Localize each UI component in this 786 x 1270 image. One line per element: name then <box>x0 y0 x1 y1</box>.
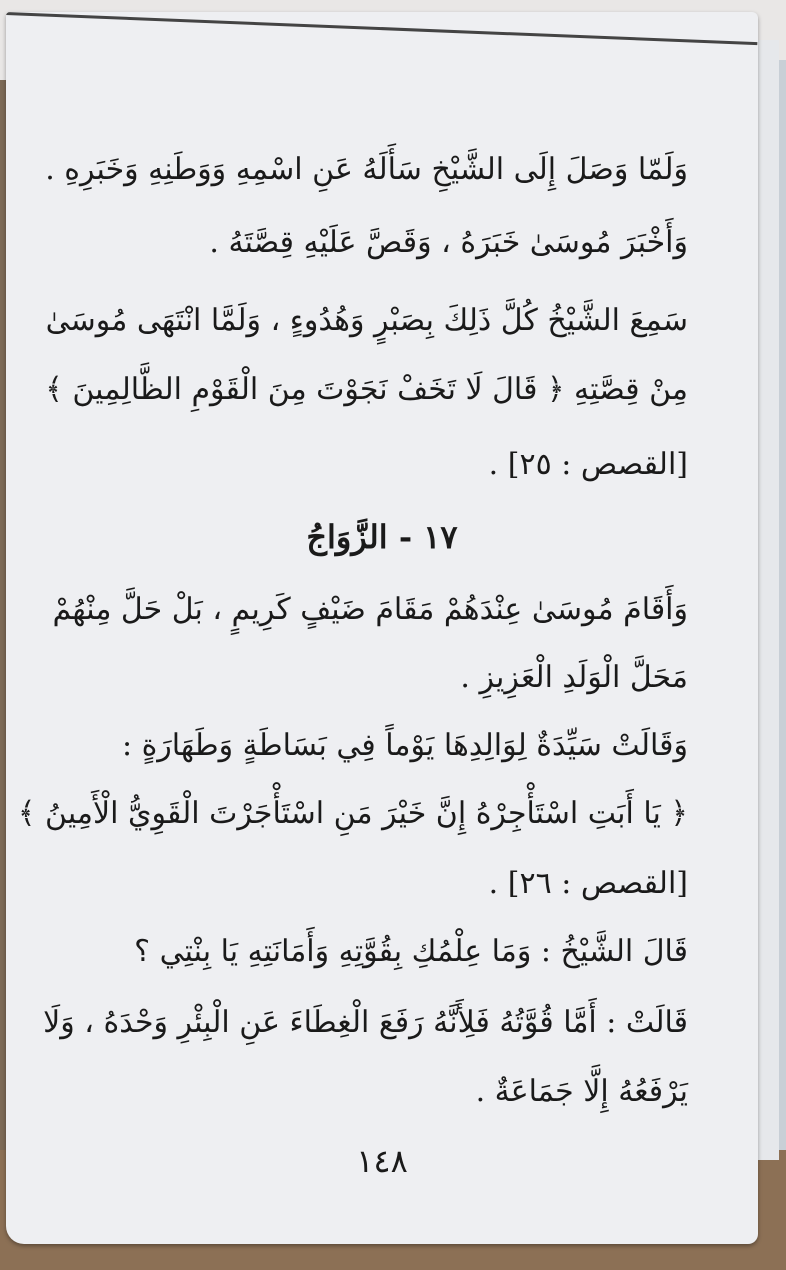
text-line-1: وَلَمّا وَصَلَ إِلَى الشَّيْخِ سَأَلَهُ عَنِ اسْمِهِ وَوَطَنِهِ وَخَبَرِهِ . <box>45 152 688 187</box>
text-line-7: وَقَالَتْ سَيِّدَةٌ لِوَالِدِهَا يَوْماً فِي بَسَاطَةٍ وَطَهَارَةٍ : <box>121 728 688 763</box>
text-line-3: سَمِعَ الشَّيْخُ كُلَّ ذَلِكَ بِصَبْرٍ وَهُدُوءٍ ، وَلَمَّا انْتَهَى مُوسَىٰ <box>45 303 688 338</box>
text-line-2: وَأَخْبَرَ مُوسَىٰ خَبَرَهُ ، وَقَصَّ عَلَيْهِ قِصَّتَهُ . <box>209 225 688 260</box>
book-page <box>6 12 758 1244</box>
citation-2: [القصص : ٢٦] . <box>488 866 688 901</box>
text-line-5: وَأَقَامَ مُوسَىٰ عِنْدَهُمْ مَقَامَ ضَيْفٍ كَرِيمٍ ، بَلْ حَلَّ مِنْهُمْ <box>52 592 688 627</box>
text-line-8: قَالَ الشَّيْخُ : وَمَا عِلْمُكِ بِقُوَّتِهِ وَأَمَانَتِهِ يَا بِنْتِي ؟ <box>134 934 688 969</box>
citation-1: [القصص : ٢٥] . <box>488 447 688 482</box>
page-top-edge <box>6 12 757 45</box>
text-line-4: مِنْ قِصَّتِهِ ﴿ قَالَ لَا تَخَفْ نَجَوْتَ مِنَ الْقَوْمِ الظَّالِمِينَ ﴾ <box>45 372 688 407</box>
quran-verse: ﴿ يَا أَبَتِ اسْتَأْجِرْهُ إِنَّ خَيْرَ مَنِ اسْتَأْجَرْتَ الْقَوِيُّ الْأَمِينُ ﴾ <box>17 796 688 831</box>
text-line-10: يَرْفَعُهُ إِلَّا جَمَاعَةٌ . <box>475 1074 688 1109</box>
section-heading: ١٧ - الزَّوَاجُ <box>306 518 458 556</box>
text-line-9: قَالَتْ : أَمَّا قُوَّتُهُ فَلِأَنَّهُ رَفَعَ الْغِطَاءَ عَنِ الْبِئْرِ وَحْدَهُ ، وَلَا <box>43 1005 688 1040</box>
page-number: ١٤٨ <box>356 1142 408 1180</box>
text-line-6: مَحَلَّ الْوَلَدِ الْعَزِيزِ . <box>460 660 688 695</box>
